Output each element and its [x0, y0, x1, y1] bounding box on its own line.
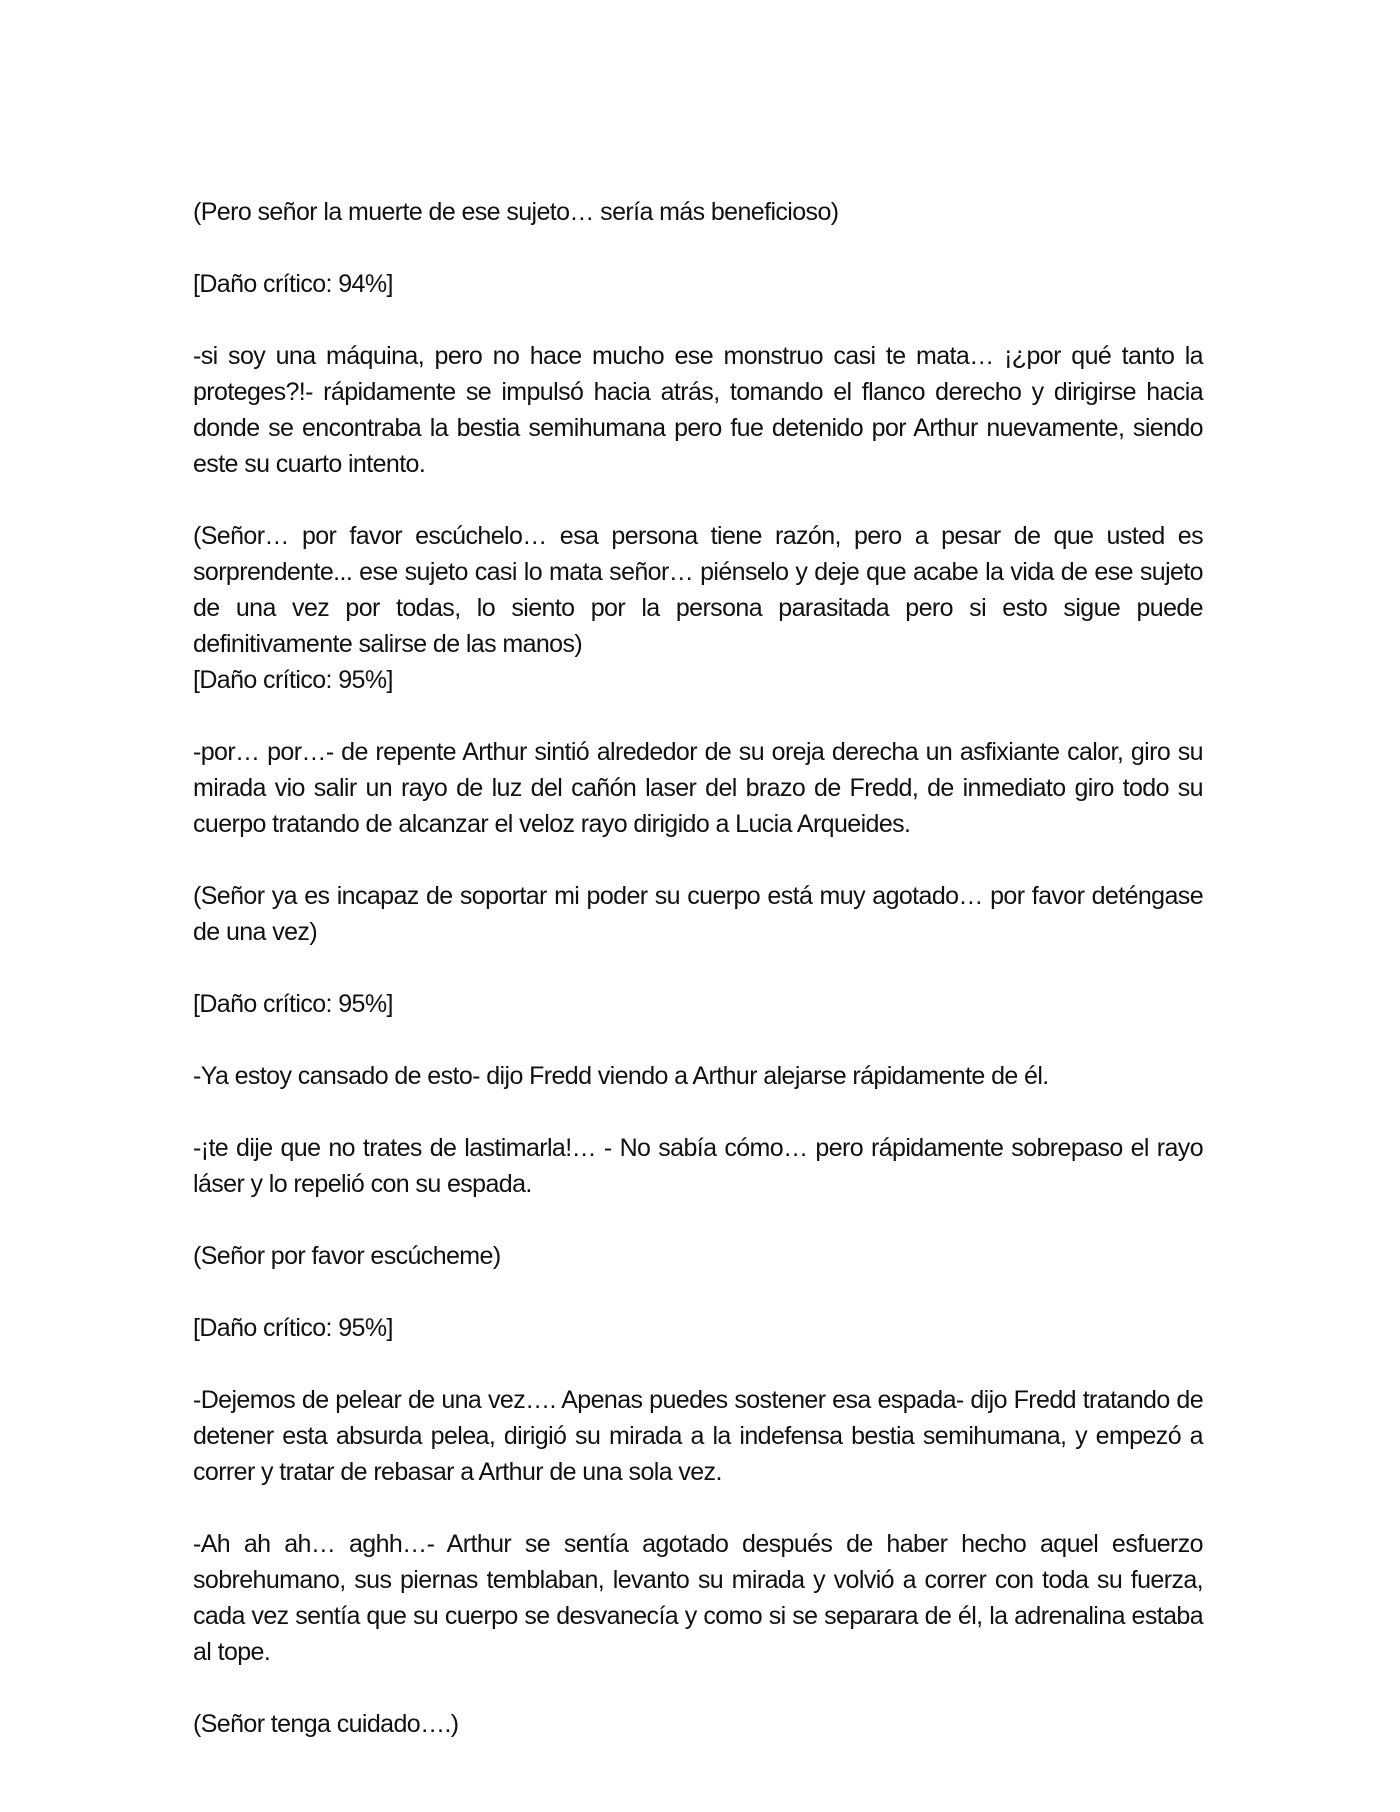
document-body	[193, 194, 1203, 1778]
paragraph-14: -Ah ah ah… aghh…- Arthur se sentía agotado después de haber hecho aquel esfuerzo sobrehumano, sus piernas temblaban, levanto su mirada y volvió a correr con toda su fuerza, cada vez sentía que su cuerpo se desvanecía y como si se separara de él, la adrenalina estaba al tope.	[193, 1530, 1203, 1666]
paragraph-11: (Señor por favor escúcheme)	[193, 1242, 501, 1270]
paragraph-9: -Ya estoy cansado de esto- dijo Fredd viendo a Arthur alejarse rápidamente de él.	[193, 1062, 1049, 1090]
paragraph-15: (Señor tenga cuidado….)	[193, 1710, 459, 1738]
paragraph-8: [Daño crítico: 95%]	[193, 990, 393, 1018]
paragraph-6: -por… por…- de repente Arthur sintió alrededor de su oreja derecha un asfixiante calor, giro su mirada vio salir un rayo de luz del cañón laser del brazo de Fredd, de inmediato giro todo su cuerpo tratando de alcanzar el veloz rayo dirigido a Lucia Arqueides.	[193, 738, 1203, 838]
paragraph-10: -¡te dije que no trates de lastimarla!… - No sabía cómo… pero rápidamente sobrepaso el rayo láser y lo repelió con su espada.	[193, 1134, 1203, 1198]
paragraph-5: [Daño crítico: 95%]	[193, 666, 393, 694]
paragraph-13: -Dejemos de pelear de una vez…. Apenas puedes sostener esa espada- dijo Fredd tratando de detener esta absurda pelea, dirigió su mirada a la indefensa bestia semihumana, y empezó a correr y tratar de rebasar a Arthur de una sola vez.	[193, 1386, 1203, 1486]
paragraph-4: (Señor… por favor escúchelo… esa persona tiene razón, pero a pesar de que usted es sorprendente... ese sujeto casi lo mata señor… piénselo y deje que acabe la vida de ese sujeto de una vez por todas, lo siento por la persona parasitada pero si esto sigue puede definitivamente salirse de las manos)	[193, 522, 1203, 658]
paragraph-3: -si soy una máquina, pero no hace mucho ese monstruo casi te mata… ¡¿por qué tanto la proteges?!- rápidamente se impulsó hacia atrás, tomando el flanco derecho y dirigirse hacia donde se encontraba la bestia semihumana pero fue detenido por Arthur nuevamente, siendo este su cuarto intento.	[193, 342, 1203, 478]
paragraph-7: (Señor ya es incapaz de soportar mi poder su cuerpo está muy agotado… por favor deténgase de una vez)	[193, 882, 1203, 946]
paragraph-12: [Daño crítico: 95%]	[193, 1314, 393, 1342]
paragraph-2: [Daño crítico: 94%]	[193, 270, 393, 298]
paragraph-1: (Pero señor la muerte de ese sujeto… sería más beneficioso)	[193, 198, 839, 226]
